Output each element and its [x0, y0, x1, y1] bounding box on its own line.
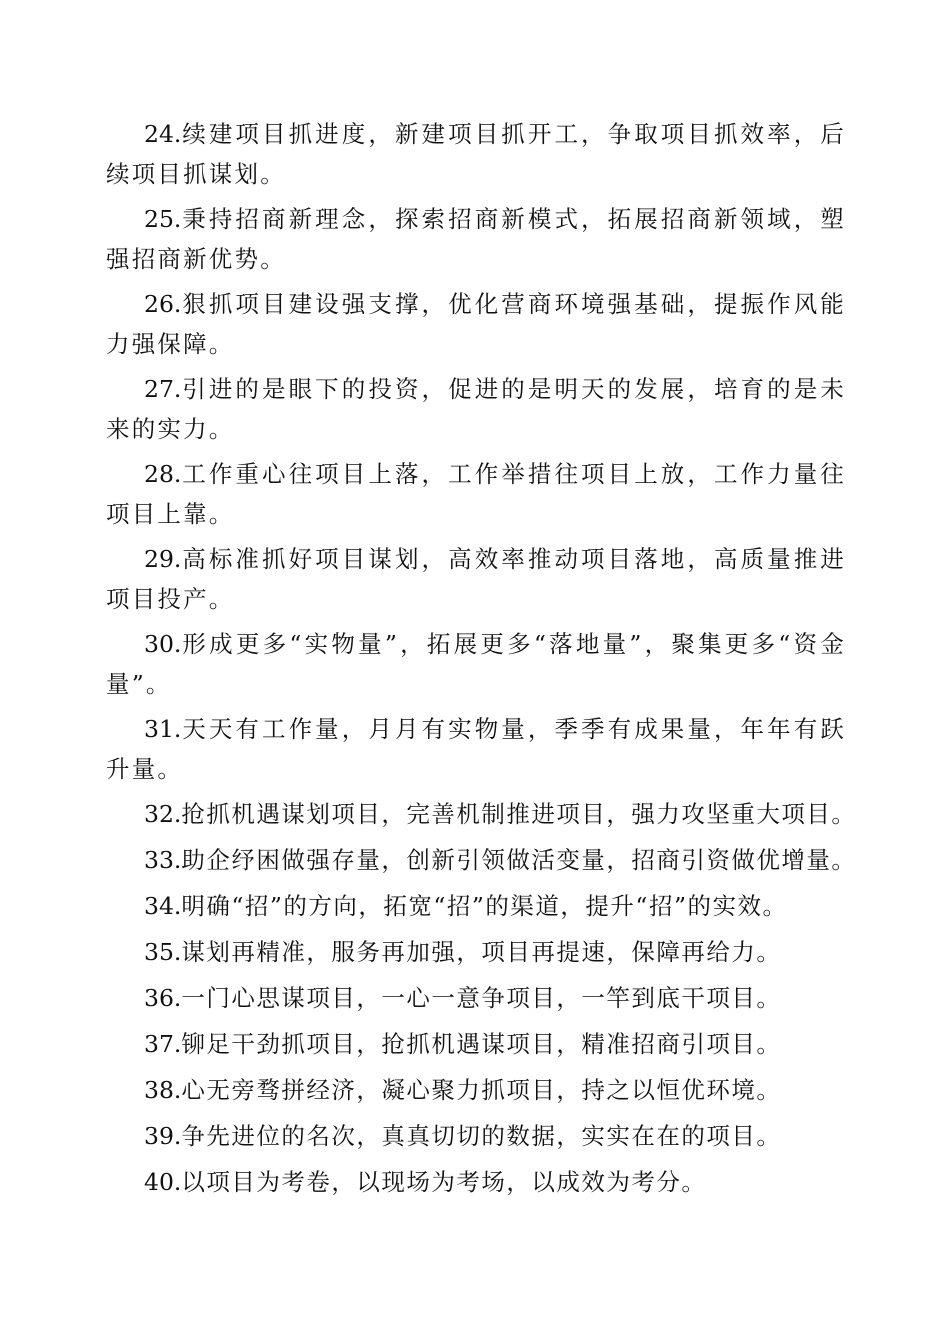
item-text: 秉持招商新理念，探索招商新模式，拓展招商新领域，塑强招商新优势。	[106, 205, 846, 273]
item-text: 高标准抓好项目谋划，高效率推动项目落地，高质量推进项目投产。	[106, 545, 846, 613]
list-item-40	[106, 1162, 846, 1202]
item-text: 助企纾困做强存量，创新引领做活变量，招商引资做优增量。	[181, 846, 857, 874]
list-item-35	[106, 932, 846, 972]
list-item-37	[106, 1024, 846, 1064]
item-number: 39.	[144, 1122, 182, 1150]
item-text: 引进的是眼下的投资，促进的是明天的发展，培育的是未来的实力。	[106, 375, 846, 443]
item-number: 36.	[144, 984, 182, 1012]
item-text: 铆足干劲抓项目，抢抓机遇谋项目，精准招商引项目。	[181, 1030, 782, 1058]
item-text: 谋划再精准，服务再加强，项目再提速，保障再给力。	[181, 938, 782, 966]
item-text: 抢抓机遇谋划项目，完善机制推进项目，强力攻坚重大项目。	[181, 800, 857, 828]
item-text: 争先进位的名次，真真切切的数据，实实在在的项目。	[181, 1122, 782, 1150]
item-text: 心无旁骛拼经济，凝心聚力抓项目，持之以恒优环境。	[181, 1076, 782, 1104]
item-number: 30.	[144, 630, 182, 658]
item-number: 37.	[144, 1030, 182, 1058]
item-text: 明确“招”的方向，拓宽“招”的渠道，提升“招”的实效。	[181, 892, 788, 920]
item-number: 28.	[144, 460, 182, 488]
list-item-26	[106, 284, 846, 364]
item-text: 狠抓项目建设强支撑，优化营商环境强基础，提振作风能力强保障。	[106, 290, 846, 358]
list-item-31	[106, 709, 846, 789]
list-item-25	[106, 199, 846, 279]
list-item-36	[106, 978, 846, 1018]
item-number: 29.	[144, 545, 182, 573]
item-number: 31.	[144, 715, 182, 743]
item-number: 32.	[144, 800, 182, 828]
list-item-24	[106, 114, 846, 194]
item-number: 24.	[144, 120, 182, 148]
item-text: 天天有工作量，月月有实物量，季季有成果量，年年有跃升量。	[106, 715, 846, 783]
item-text: 一门心思谋项目，一心一意争项目，一竿到底干项目。	[181, 984, 782, 1012]
item-number: 34.	[144, 892, 182, 920]
list-item-27	[106, 369, 846, 449]
item-number: 35.	[144, 938, 182, 966]
item-number: 33.	[144, 846, 182, 874]
list-item-30	[106, 624, 846, 704]
list-item-38	[106, 1070, 846, 1110]
item-number: 26.	[144, 290, 182, 318]
list-item-33	[106, 840, 857, 880]
item-text: 以项目为考卷，以现场为考场，以成效为考分。	[181, 1168, 707, 1196]
list-item-29	[106, 539, 846, 619]
item-text: 形成更多“实物量”，拓展更多“落地量”，聚集更多“资金量”。	[106, 630, 846, 698]
item-number: 27.	[144, 375, 182, 403]
list-item-32	[106, 794, 857, 834]
list-item-39	[106, 1116, 846, 1156]
item-number: 38.	[144, 1076, 182, 1104]
document-page	[106, 114, 857, 1208]
item-number: 40.	[144, 1168, 182, 1196]
list-item-28	[106, 454, 846, 534]
list-item-34	[106, 886, 846, 926]
item-text: 工作重心往项目上落，工作举措往项目上放，工作力量往项目上靠。	[106, 460, 846, 528]
item-number: 25.	[144, 205, 182, 233]
item-text: 续建项目抓进度，新建项目抓开工，争取项目抓效率，后续项目抓谋划。	[106, 120, 846, 188]
